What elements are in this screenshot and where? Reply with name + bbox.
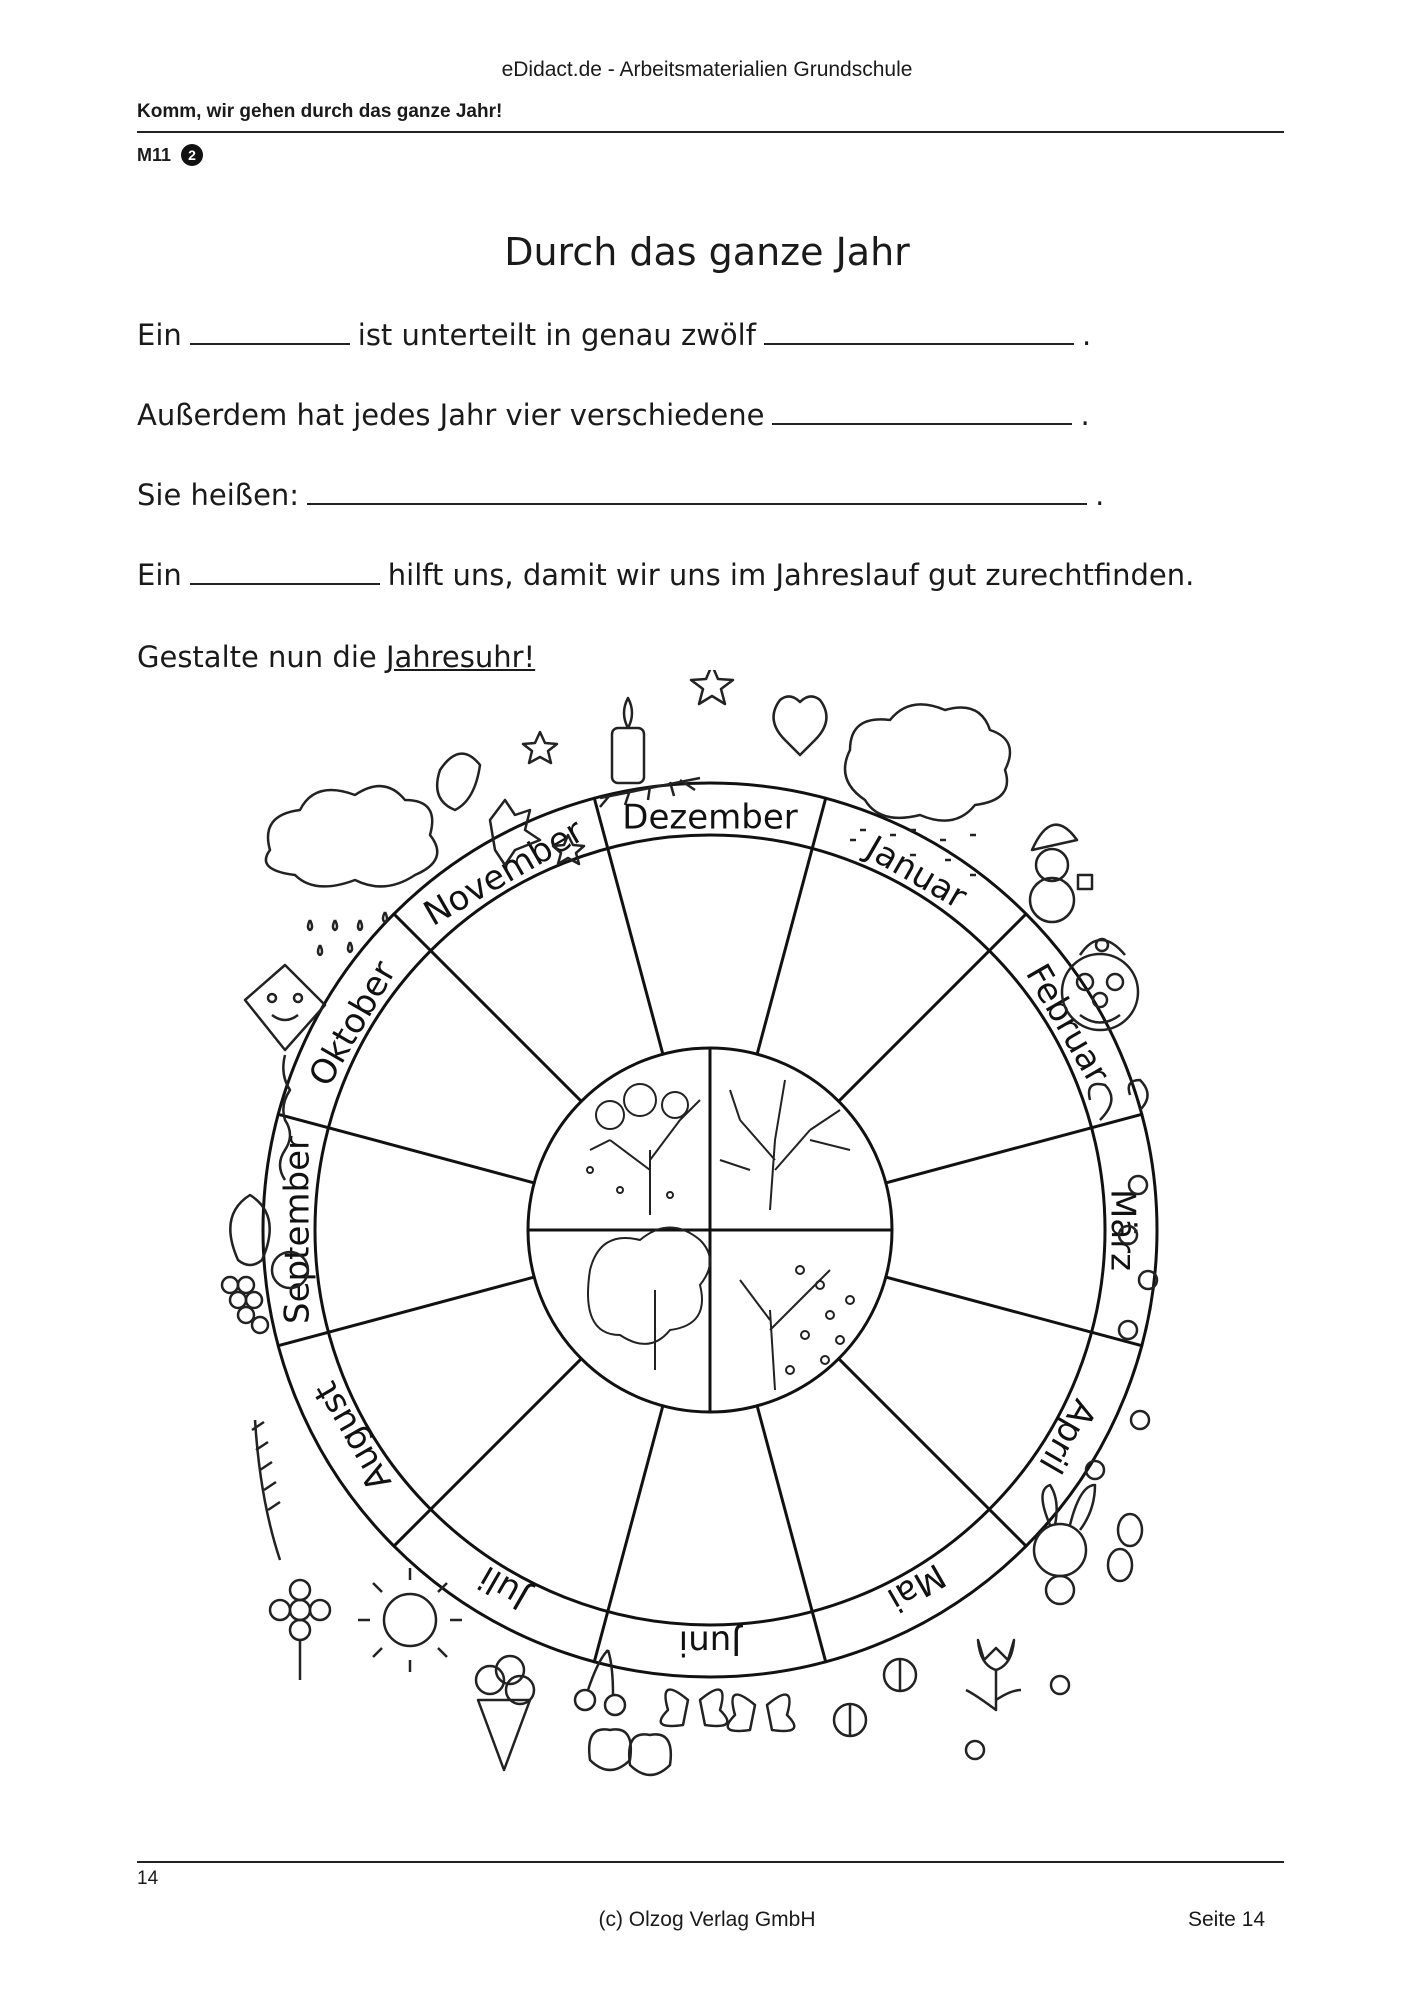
snowman-icon bbox=[1030, 825, 1092, 922]
heart-ornament-icon bbox=[774, 696, 827, 755]
flower-icon bbox=[270, 1580, 330, 1680]
month-label: September bbox=[277, 1136, 318, 1324]
month-label: Juli bbox=[471, 1557, 536, 1618]
easter-egg-icon bbox=[1108, 1514, 1142, 1581]
sun-icon bbox=[358, 1568, 462, 1672]
candle-icon bbox=[600, 698, 700, 807]
material-code bbox=[137, 144, 203, 166]
month-label: November bbox=[417, 811, 591, 935]
cloud-icon bbox=[845, 704, 1010, 820]
month-label: Mai bbox=[880, 1555, 953, 1620]
month-label: Dezember bbox=[622, 797, 798, 838]
blank-input[interactable] bbox=[190, 561, 380, 585]
blank-input[interactable] bbox=[764, 321, 1074, 345]
month-divider bbox=[839, 914, 1026, 1101]
month-divider bbox=[886, 1114, 1142, 1183]
strawberry-icon bbox=[589, 1729, 671, 1775]
sentence-3 bbox=[137, 478, 1104, 512]
star-icon bbox=[523, 732, 557, 763]
sentence-2-part-a: Außerdem hat jedes Jahr vier verschiedene bbox=[137, 398, 765, 432]
worksheet-subtitle: Komm, wir gehen durch das ganze Jahr! bbox=[137, 101, 503, 122]
month-divider bbox=[839, 1359, 1026, 1546]
sentence-1-end: . bbox=[1081, 318, 1092, 352]
site-header: eDidact.de - Arbeitsmaterialien Grundschule bbox=[501, 58, 913, 81]
leaf-icon bbox=[437, 754, 480, 810]
tulip-icon bbox=[966, 1640, 1021, 1710]
task-instruction bbox=[137, 640, 535, 674]
page-number: 14 bbox=[137, 1868, 159, 1889]
footer-publisher: (c) Olzog Verlag GmbH bbox=[598, 1908, 816, 1931]
month-label: Februar bbox=[1017, 957, 1118, 1091]
wheat-icon bbox=[252, 1420, 280, 1560]
header-divider bbox=[137, 131, 1284, 133]
sentence-4-part-b: hilft uns, damit wir uns im Jahreslauf gut zurechtfinden. bbox=[387, 558, 1195, 592]
butterfly-icon bbox=[661, 1690, 728, 1726]
butterfly-icon bbox=[728, 1695, 795, 1731]
blank-input[interactable] bbox=[190, 321, 350, 345]
year-clock-drawing bbox=[210, 670, 1240, 1790]
material-code-label: M11 bbox=[137, 144, 172, 165]
ice-cream-icon bbox=[476, 1656, 534, 1770]
month-divider bbox=[757, 1406, 826, 1662]
sentence-3-part-a: Sie heißen: bbox=[137, 478, 300, 512]
month-label: März bbox=[1102, 1189, 1143, 1271]
sentence-1-part-a: Ein bbox=[137, 318, 182, 352]
month-divider bbox=[594, 1406, 663, 1662]
task-emphasis: Jahresuhr! bbox=[385, 640, 536, 674]
month-label: Oktober bbox=[301, 954, 405, 1094]
month-divider bbox=[886, 1277, 1142, 1346]
blank-input[interactable] bbox=[772, 401, 1072, 425]
sentence-1-part-b: ist unterteilt in genau zwölf bbox=[357, 318, 756, 352]
sentence-2 bbox=[137, 398, 1090, 432]
sentence-3-end: . bbox=[1095, 478, 1105, 512]
ladybug-icon bbox=[834, 1659, 916, 1736]
grapes-icon bbox=[222, 1277, 268, 1333]
task-prefix: Gestalte nun die bbox=[137, 640, 386, 674]
tree-spring-icon bbox=[740, 1266, 854, 1390]
month-label: August bbox=[305, 1374, 400, 1498]
star-icon bbox=[691, 670, 733, 704]
tree-summer-icon bbox=[588, 1228, 710, 1371]
page-title: Durch das ganze Jahr bbox=[504, 230, 910, 274]
tree-winter-icon bbox=[720, 1080, 850, 1210]
tree-autumn-icon bbox=[587, 1084, 700, 1215]
month-divider bbox=[394, 914, 581, 1101]
month-label: April bbox=[1030, 1392, 1104, 1480]
sentence-4 bbox=[137, 558, 1194, 592]
sentence-1 bbox=[137, 318, 1091, 352]
month-label: Januar bbox=[859, 828, 974, 918]
sentence-2-end: . bbox=[1080, 398, 1090, 432]
blank-input[interactable] bbox=[307, 481, 1087, 505]
level-badge: 2 bbox=[181, 144, 203, 166]
footer-divider bbox=[137, 1861, 1284, 1863]
footer-page-label: Seite 14 bbox=[1188, 1908, 1266, 1931]
year-clock-illustration bbox=[210, 670, 1240, 1790]
cloud-icon bbox=[266, 786, 437, 886]
month-divider bbox=[394, 1359, 581, 1546]
month-label: Juni bbox=[678, 1622, 742, 1663]
sentence-4-part-a: Ein bbox=[137, 558, 182, 592]
